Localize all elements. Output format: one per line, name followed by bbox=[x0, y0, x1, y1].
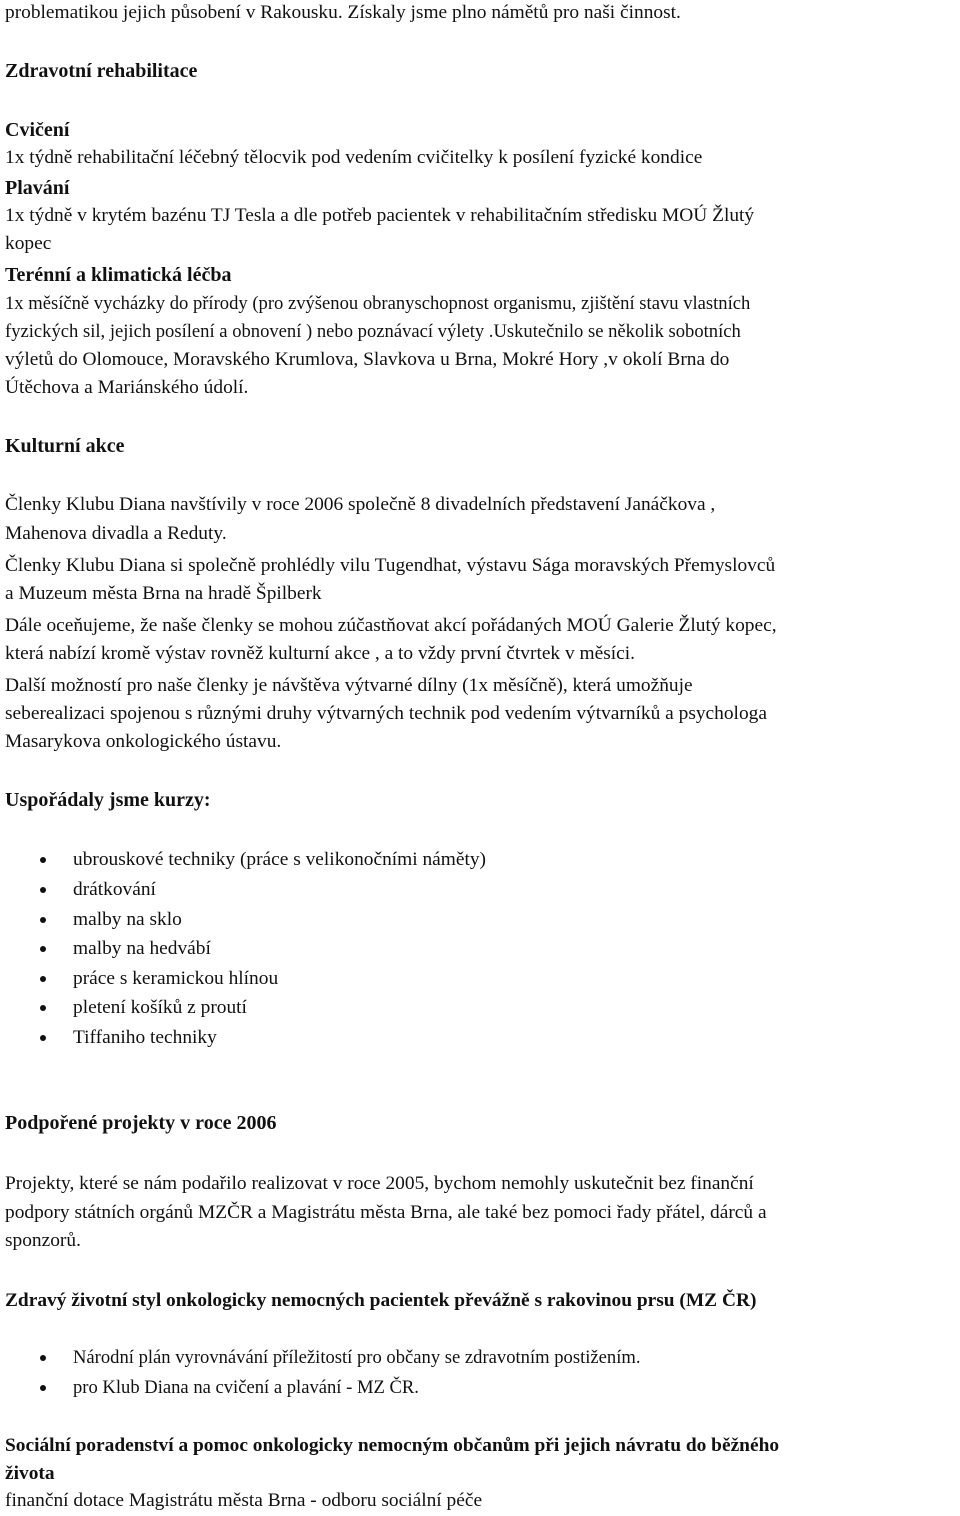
culture-p4-line3: Masarykova onkologického ústavu. bbox=[5, 731, 282, 752]
section-heading-culture: Kulturní akce bbox=[5, 435, 125, 457]
culture-p3-line2: která nabízí kromě výstav rovněž kulturní akce , a to vždy první čtvrtek v měsíci. bbox=[5, 643, 635, 664]
list-item: práce s keramickou hlínou bbox=[73, 968, 279, 989]
list-item: Tiffaniho techniky bbox=[73, 1027, 217, 1048]
list-item: ubrouskové techniky (práce s velikonočními náměty) bbox=[73, 849, 487, 870]
section-heading-healthy-lifestyle: Zdravý životní styl onkologicky nemocných pacientek převážně s rakovinou prsu (MZ ČR) bbox=[5, 1290, 757, 1311]
terrain-text-line1: 1x měsíčně vycházky do přírody (pro zvýšenou obranyschopnost organismu, zjištění stavu vlastních bbox=[5, 293, 751, 314]
terrain-text-line2: fyzických sil, jejich posílení a obnovení ) nebo poznávací výlety .Uskutečnilo se několik sobotních bbox=[5, 321, 741, 342]
intro-text: problematikou jejich působení v Rakousku. Získaly jsme plno námětů pro naši činnost. bbox=[5, 2, 681, 23]
culture-p1-line2: Mahenova divadla a Reduty. bbox=[5, 523, 227, 544]
section-heading-projects: Podpořené projekty v roce 2006 bbox=[5, 1112, 277, 1134]
bullet-icon bbox=[40, 1355, 46, 1361]
list-item: malby na sklo bbox=[73, 909, 182, 930]
culture-p4-line1: Další možností pro naše členky je návštěva výtvarné dílny (1x měsíčně), která umožňuje bbox=[5, 675, 693, 696]
bullet-icon bbox=[40, 1005, 46, 1011]
swimming-text-line2: kopec bbox=[5, 233, 52, 254]
list-item: pletení košíků z proutí bbox=[73, 997, 247, 1018]
bullet-icon bbox=[40, 1385, 46, 1391]
bullet-icon bbox=[40, 857, 46, 863]
swimming-text-line1: 1x týdně v krytém bazénu TJ Tesla a dle potřeb pacientek v rehabilitačním středisku MOÚ Žlutý bbox=[5, 205, 755, 226]
subheading-exercise: Cvičení bbox=[5, 119, 70, 141]
subheading-terrain: Terénní a klimatická léčba bbox=[5, 264, 232, 286]
terrain-text-line4: Útěchova a Mariánského údolí. bbox=[5, 377, 249, 398]
culture-p2-line1: Členky Klubu Diana si společně prohlédly vilu Tugendhat, výstavu Sága moravských Přemyslovců bbox=[5, 555, 776, 576]
culture-p3-line1: Dále oceňujeme, že naše členky se mohou zúčastňovat akcí pořádaných MOÚ Galerie Žlutý kopec, bbox=[5, 615, 777, 636]
list-item: malby na hedvábí bbox=[73, 938, 211, 959]
exercise-text: 1x týdně rehabilitační léčebný tělocvik pod vedením cvičitelky k posílení fyzické kondice bbox=[5, 147, 703, 168]
social-text: finanční dotace Magistrátu města Brna - odboru sociální péče bbox=[5, 1490, 483, 1511]
terrain-text-line3: výletů do Olomouce, Moravského Krumlova, Slavkova u Brna, Mokré Hory ,v okolí Brna do bbox=[5, 349, 730, 370]
section-heading-courses: Uspořádaly jsme kurzy: bbox=[5, 789, 211, 811]
list-item: drátkování bbox=[73, 879, 156, 900]
culture-p4-line2: seberealizaci spojenou s různými druhy výtvarných technik pod vedením výtvarníků a psychologa bbox=[5, 703, 767, 724]
subheading-swimming: Plavání bbox=[5, 177, 70, 199]
projects-text-line2: podpory státních orgánů MZČR a Magistrátu města Brna, ale také bez pomoci řady přátel, dárců a bbox=[5, 1202, 767, 1223]
list-item: Národní plán vyrovnávání příležitostí pro občany se zdravotním postižením. bbox=[73, 1347, 641, 1368]
section-heading-social-line1: Sociální poradenství a pomoc onkologicky nemocným občanům při jejich návratu do běžného bbox=[5, 1435, 780, 1456]
culture-p2-line2: a Muzeum města Brna na hradě Špilberk bbox=[5, 583, 322, 604]
projects-text-line1: Projekty, které se nám podařilo realizovat v roce 2005, bychom nemohly uskutečnit bez finanční bbox=[5, 1173, 754, 1194]
bullet-icon bbox=[40, 976, 46, 982]
section-heading-social-line2: života bbox=[5, 1463, 55, 1484]
bullet-icon bbox=[40, 946, 46, 952]
bullet-icon bbox=[40, 1035, 46, 1041]
culture-p1-line1: Členky Klubu Diana navštívily v roce 2006 společně 8 divadelních představení Janáčkova , bbox=[5, 494, 716, 515]
bullet-icon bbox=[40, 917, 46, 923]
section-heading-health-rehab: Zdravotní rehabilitace bbox=[5, 60, 198, 82]
bullet-icon bbox=[40, 887, 46, 893]
projects-text-line3: sponzorů. bbox=[5, 1230, 81, 1251]
list-item: pro Klub Diana na cvičení a plavání - MZ ČR. bbox=[73, 1377, 419, 1398]
